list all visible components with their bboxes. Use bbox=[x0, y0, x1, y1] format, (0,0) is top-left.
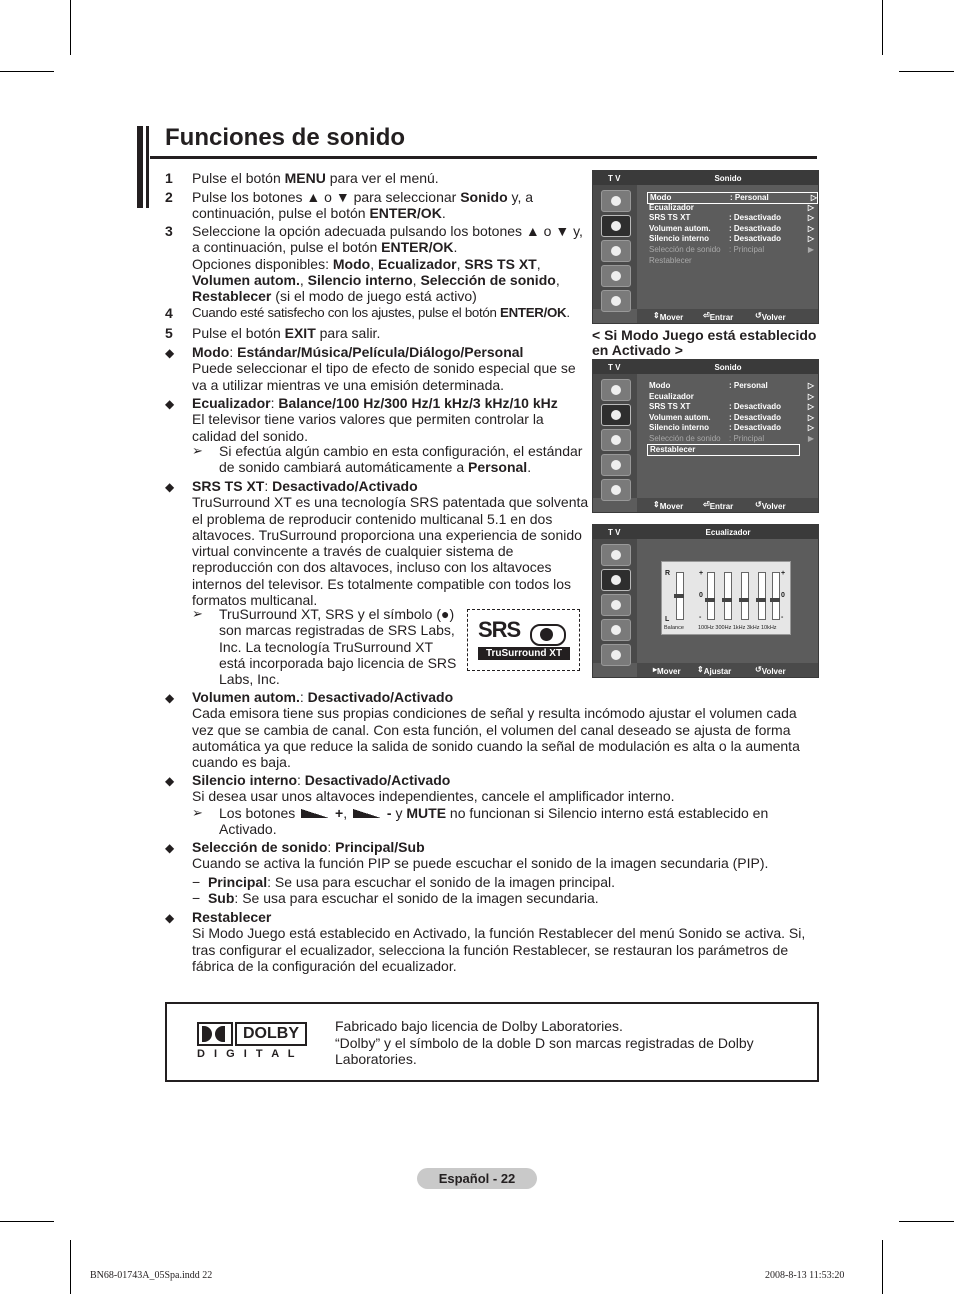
slug-date: 2008-8-13 11:53:20 bbox=[765, 1270, 845, 1281]
setup-icon bbox=[601, 454, 631, 476]
osd-ecualizador: T V Ecualizador R L + 0 - + 0 - Balance 100Hz 300Hz 1kHz 3kHz 10kHz ▸ Mover ⇕ Ajustar ↺ Volver bbox=[592, 524, 819, 678]
slider-knob bbox=[722, 598, 732, 602]
band-slider[interactable] bbox=[758, 572, 766, 620]
slider-knob bbox=[770, 598, 780, 602]
channel-icon bbox=[601, 240, 631, 262]
crop-mark bbox=[882, 1240, 883, 1294]
dolby-logo: DOLBY D I G I T A L bbox=[197, 1022, 307, 1060]
osd-sonido-1: T V Sonido Modo : Personal ▷ Ecualizador ▷ SRS TS XT : Desactivado ▷ Volumen autom. : Desactivado ▷ Silencio interno : Desactivado ▷ Selección de sonido : Principal ▶ Restablecer ⇕ Mover ⏎ Entrar ↺ Volver bbox=[592, 170, 819, 324]
input-icon bbox=[601, 290, 631, 312]
osd-sonido-2: T V Sonido Modo : Personal ▷ Ecualizador ▷ SRS TS XT : Desactivado ▷ Volumen autom. : Desactivado ▷ Silencio interno : Desactivado ▷ Selección de sonido : Principal ▶ Restablecer ⇕ Mover ⏎ Entrar ↺ Volver bbox=[592, 359, 819, 513]
slider-knob bbox=[739, 598, 749, 602]
channel-icon bbox=[601, 429, 631, 451]
slug-file: BN68-01743A_05Spa.indd 22 bbox=[90, 1270, 213, 1281]
page-number-badge: Español - 22 bbox=[417, 1168, 537, 1189]
band-slider[interactable] bbox=[741, 572, 749, 620]
crop-mark bbox=[882, 0, 883, 55]
page-title: Funciones de sonido bbox=[165, 124, 406, 151]
setup-icon bbox=[601, 619, 631, 641]
crop-mark bbox=[0, 71, 54, 72]
slider-knob bbox=[756, 598, 766, 602]
crop-mark bbox=[70, 1240, 71, 1294]
picture-icon bbox=[601, 379, 631, 401]
slider-knob bbox=[674, 594, 684, 598]
srs-logo: SRS TruSurround XT bbox=[467, 609, 580, 671]
crop-mark bbox=[0, 1221, 54, 1222]
sound-icon bbox=[601, 215, 631, 237]
crop-mark bbox=[899, 71, 954, 72]
title-rule bbox=[150, 156, 817, 159]
balance-slider[interactable] bbox=[676, 572, 684, 620]
band-slider[interactable] bbox=[707, 572, 715, 620]
channel-icon bbox=[601, 594, 631, 616]
sound-icon bbox=[601, 569, 631, 591]
input-icon bbox=[601, 479, 631, 501]
input-icon bbox=[601, 644, 631, 666]
dolby-notice bbox=[165, 1002, 819, 1082]
band-slider[interactable] bbox=[724, 572, 732, 620]
crop-mark bbox=[70, 0, 71, 55]
band-slider[interactable] bbox=[772, 572, 780, 620]
picture-icon bbox=[601, 190, 631, 212]
osd-caption: < Si Modo Juego está establecido en Activado > bbox=[592, 327, 817, 358]
crop-mark bbox=[899, 1221, 954, 1222]
sound-icon bbox=[601, 404, 631, 426]
setup-icon bbox=[601, 265, 631, 287]
picture-icon bbox=[601, 544, 631, 566]
dolby-text: Fabricado bajo licencia de Dolby Laboratories. “Dolby” y el símbolo de la doble D son marcas registradas de Dolby Laboratories. bbox=[335, 1018, 754, 1067]
slider-knob bbox=[705, 598, 715, 602]
equalizer-panel: R L + 0 - + 0 - Balance 100Hz 300Hz 1kHz 3kHz 10kHz bbox=[661, 561, 791, 635]
